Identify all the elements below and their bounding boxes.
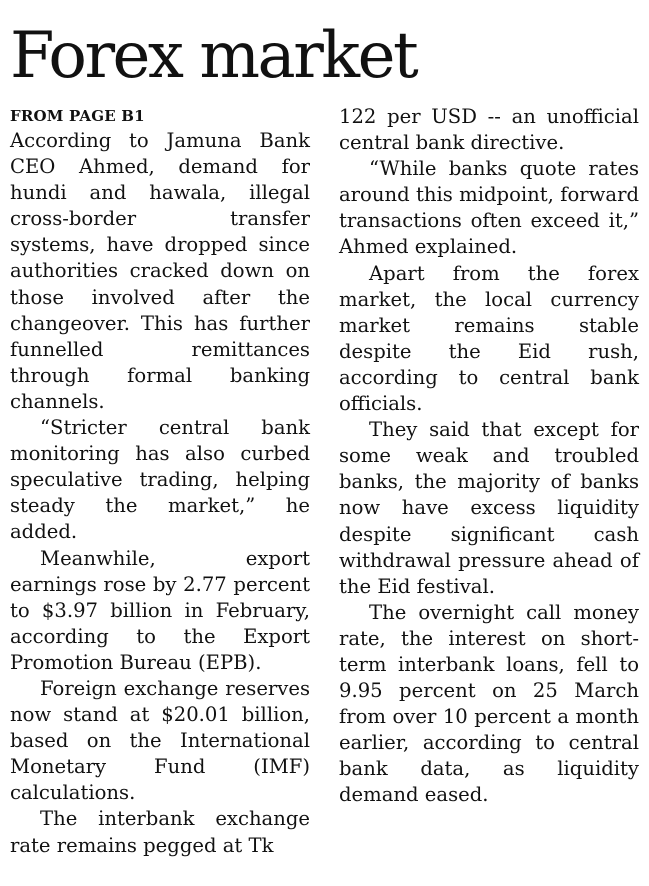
paragraph: Apart from the forex market, the local currency market remains stable despite the Eid rush, according to central bank officials. <box>339 261 639 416</box>
article-column-right <box>339 104 639 809</box>
paragraph: “While banks quote rates around this midpoint, forward transactions often exceed it,” Ahmed explained. <box>339 157 639 259</box>
paragraph: According to Jamuna Bank CEO Ahmed, demand for hundi and hawala, illegal cross-border transfer systems, have dropped since authorities cracked down on those involved after the changeover. This has further funnelled remittances through formal banking channels. <box>10 129 310 413</box>
paragraph: Meanwhile, export earnings rose by 2.77 percent to $3.97 billion in February, according to the Export Promotion Bureau (EPB). <box>10 546 310 674</box>
paragraph-continued: 122 per USD -- an unofficial central bank directive. <box>339 105 639 155</box>
article-column-left <box>10 104 310 859</box>
paragraph: “Stricter central bank monitoring has also curbed speculative trading, helping steady the market,” he added. <box>10 416 310 544</box>
paragraph: The overnight call money rate, the interest on short-term interbank loans, fell to 9.95 percent on 25 March from over 10 percent a month earlier, according to central bank data, as liquidity demand eased. <box>339 600 639 807</box>
paragraph: The interbank exchange rate remains pegged at Tk <box>10 807 310 857</box>
paragraph: Foreign exchange reserves now stand at $20.01 billion, based on the International Monetary Fund (IMF) calculations. <box>10 676 310 805</box>
article-headline: Forex market <box>10 19 417 93</box>
paragraph: They said that except for some weak and troubled banks, the majority of banks now have excess liquidity despite significant cash withdrawal pressure ahead of the Eid festival. <box>339 418 639 598</box>
jump-kicker: FROM PAGE B1 <box>10 107 145 125</box>
